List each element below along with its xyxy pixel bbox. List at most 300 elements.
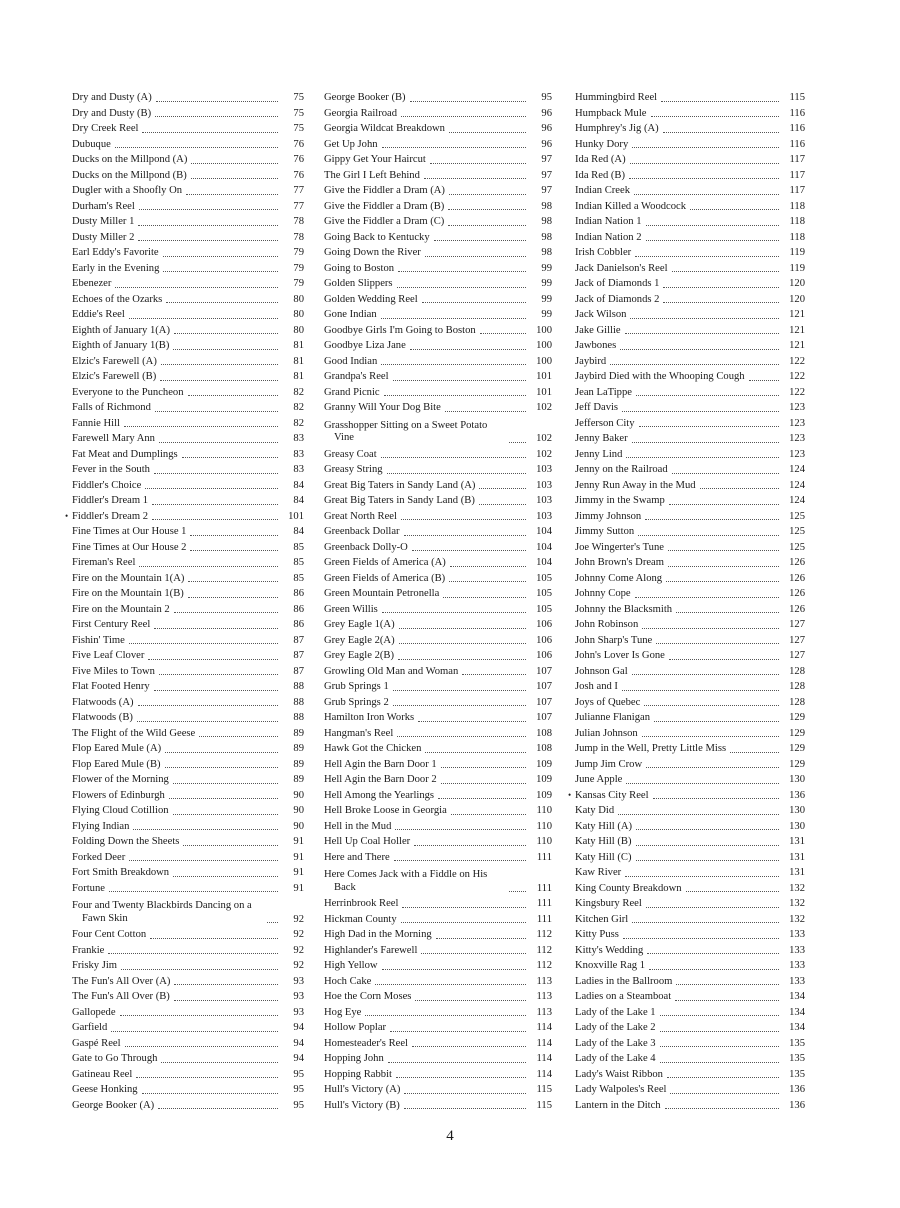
tune-title: [324, 741, 421, 757]
tune-title-line: Frankie: [72, 944, 105, 956]
index-entry: [324, 478, 552, 494]
page-reference: 91: [293, 851, 304, 863]
page-reference: 103: [536, 495, 552, 506]
dot-leader: [133, 828, 278, 830]
dot-leader: [700, 487, 779, 489]
tune-title: [575, 478, 696, 494]
page-reference: 84: [293, 495, 304, 506]
dot-leader: [160, 379, 278, 381]
tune-title: [575, 354, 606, 370]
index-entry: [575, 664, 805, 680]
index-entry: [72, 710, 304, 726]
dot-leader: [663, 286, 779, 288]
tune-title-line: Josh and I: [575, 681, 618, 692]
tune-title-line: Fortune: [72, 882, 105, 894]
page-reference: 125: [789, 526, 805, 537]
index-entry: [324, 741, 552, 757]
dot-leader: [646, 239, 780, 241]
index-entry: [72, 974, 304, 990]
tune-title-line: Gatineau Reel: [72, 1068, 133, 1080]
index-entry: [575, 416, 805, 432]
tune-title-line: Kingsbury Reel: [575, 898, 642, 909]
tune-title: [575, 137, 628, 153]
page-reference: 96: [541, 107, 552, 119]
tune-title: [72, 106, 151, 122]
tune-title: [575, 834, 632, 850]
tune-title-line: Great Big Taters in Sandy Land (B): [324, 495, 475, 506]
tune-title-line: Kitchen Girl: [575, 913, 629, 925]
dot-leader: [267, 921, 278, 923]
page-reference: 134: [789, 1006, 805, 1018]
tune-title-line: Knoxville Rag 1: [575, 960, 646, 971]
tune-title: [575, 881, 682, 897]
page-reference: 87: [293, 650, 304, 661]
tune-title: [324, 617, 395, 633]
index-entry: [72, 168, 304, 184]
index-entry: [575, 834, 805, 850]
index-entry: [324, 447, 552, 463]
tune-title: [324, 1082, 400, 1098]
index-entry: [324, 974, 552, 990]
tune-title: [575, 431, 628, 447]
index-entry: [324, 509, 552, 525]
index-entry: [324, 152, 552, 168]
page-reference: 129: [789, 743, 805, 754]
tune-title: [324, 927, 432, 943]
tune-title-line: Four and Twenty Blackbirds Dancing on a: [72, 900, 252, 911]
index-entry: [575, 338, 805, 354]
page-reference: 135: [789, 1037, 805, 1049]
index-entry: [72, 338, 304, 354]
dot-leader: [150, 937, 278, 939]
page-reference: 133: [789, 960, 805, 971]
index-entry: [72, 137, 304, 153]
index-entry: [575, 183, 805, 199]
tune-title: [324, 369, 389, 385]
tune-title: [324, 912, 397, 928]
tune-title-line: Fever in the South: [72, 464, 150, 475]
dot-leader: [381, 317, 526, 319]
page-reference: 136: [789, 1084, 805, 1095]
index-entry: [575, 1051, 805, 1067]
tune-title: [575, 710, 650, 726]
tune-title-line: Frisky Jim: [72, 960, 118, 971]
dot-leader: [152, 518, 278, 520]
dot-leader: [163, 270, 278, 272]
tune-title-line: Geese Honking: [72, 1084, 138, 1095]
page-reference: 121: [789, 340, 805, 351]
index-entry: [324, 168, 552, 184]
tune-title: [575, 664, 628, 680]
tune-title: [72, 633, 125, 649]
tune-title: [324, 478, 475, 494]
dot-leader: [173, 348, 278, 350]
page-reference: 75: [293, 123, 304, 134]
tune-title: [324, 555, 446, 571]
index-entry: [575, 602, 805, 618]
tune-title: [575, 1051, 656, 1067]
dot-leader: [668, 565, 779, 567]
dot-leader: [398, 658, 526, 660]
tune-title-line: Ladies in the Ballroom: [575, 975, 673, 987]
page-reference: 92: [293, 929, 304, 940]
page-reference: 126: [789, 588, 805, 599]
page-reference: 112: [536, 929, 552, 940]
page-reference: 118: [789, 216, 805, 227]
tune-title-line: Eddie's Reel: [72, 309, 125, 320]
tune-title: [575, 927, 619, 943]
tune-title-continuation: Fawn Skin: [82, 912, 128, 924]
tune-title-line: Everyone to the Puncheon: [72, 386, 184, 398]
tune-title-line: Garfield: [72, 1022, 108, 1033]
tune-title-line: Jaybird Died with the Whooping Cough: [575, 371, 745, 382]
page-reference: 104: [536, 526, 552, 537]
page-reference: 98: [541, 231, 552, 243]
index-entry: [575, 1036, 805, 1052]
tune-title-line: Kitty Puss: [575, 929, 619, 940]
tune-title: [575, 400, 618, 416]
page-reference: 80: [293, 324, 304, 336]
index-entry: [72, 865, 304, 881]
index-entry: [575, 323, 805, 339]
page-reference: 121: [789, 309, 805, 320]
index-entry: [72, 323, 304, 339]
index-entry: [72, 881, 304, 897]
page-reference: 106: [536, 619, 552, 630]
page-reference: 126: [789, 572, 805, 584]
tune-title-line: Fort Smith Breakdown: [72, 867, 170, 878]
tune-title: [324, 307, 377, 323]
dot-leader: [626, 782, 779, 784]
dot-leader: [154, 472, 278, 474]
tune-title-line: Greasy String: [324, 464, 383, 475]
page-reference: 124: [789, 464, 805, 475]
dot-leader: [451, 813, 526, 815]
tune-title: [72, 881, 105, 897]
page-reference: 83: [293, 464, 304, 475]
index-entry: [72, 648, 304, 664]
dot-leader: [182, 456, 278, 458]
tune-title-line: Ducks on the Millpond (A): [72, 154, 188, 165]
tune-title: [72, 245, 159, 261]
index-entry: [324, 1020, 552, 1036]
tune-title-line: Ladies on a Steamboat: [575, 991, 672, 1002]
dot-leader: [660, 1030, 779, 1032]
dot-leader: [639, 425, 779, 427]
tune-title: [324, 447, 377, 463]
page-reference: 107: [536, 665, 552, 677]
tune-title-line: Lantern in the Ditch: [575, 1099, 661, 1111]
page-reference: 89: [293, 727, 304, 739]
dot-leader: [434, 239, 526, 241]
page-reference: 101: [536, 371, 552, 382]
page-reference: 118: [789, 200, 805, 212]
index-entry: [72, 307, 304, 323]
dot-leader: [174, 332, 278, 334]
tune-title: [575, 261, 668, 277]
page-reference: 105: [536, 572, 552, 584]
dot-leader: [636, 394, 779, 396]
page-reference: 87: [293, 665, 304, 677]
tune-title-line: The Fun's All Over (A): [72, 975, 171, 987]
tune-title-line: Fishin' Time: [72, 634, 125, 646]
index-entry: [72, 245, 304, 261]
dot-leader: [173, 813, 278, 815]
tune-title-line: Jaybird: [575, 355, 607, 367]
page-reference: 128: [789, 665, 805, 677]
index-entry: [72, 1067, 304, 1083]
tune-title: [575, 183, 630, 199]
dot-leader: [183, 844, 278, 846]
index-entry: [72, 447, 304, 463]
tune-title-line: Georgia Railroad: [324, 107, 398, 119]
dot-leader: [154, 627, 278, 629]
dot-leader: [129, 317, 278, 319]
dot-leader: [649, 968, 779, 970]
dot-leader: [634, 193, 779, 195]
tune-title: [575, 648, 665, 664]
page-reference: 108: [536, 743, 552, 754]
tune-title-line: Hopping John: [324, 1053, 384, 1064]
dot-leader: [401, 115, 526, 117]
page-reference: 83: [293, 448, 304, 460]
tune-title-line: Grey Eagle 1(A): [324, 619, 395, 630]
dot-leader: [399, 642, 526, 644]
index-entry: [575, 912, 805, 928]
page-reference: 119: [789, 262, 805, 274]
index-entry: [72, 261, 304, 277]
index-entry: [575, 90, 805, 106]
dot-leader: [155, 410, 278, 412]
dot-leader: [402, 906, 526, 908]
tune-title: [72, 772, 169, 788]
tune-title-line: Fannie Hill: [72, 417, 120, 429]
index-entry: [72, 199, 304, 215]
dot-leader: [155, 115, 278, 117]
tune-title: [72, 1005, 116, 1021]
tune-title: [72, 493, 148, 509]
dot-leader: [188, 394, 279, 396]
index-entry: [72, 772, 304, 788]
page-reference: 81: [293, 371, 304, 382]
index-entry: [575, 354, 805, 370]
index-entry: [324, 369, 552, 385]
tune-title: [72, 152, 187, 168]
index-entry: [324, 307, 552, 323]
dot-leader: [450, 565, 526, 567]
page-reference: 111: [536, 913, 552, 925]
tune-title-line: Hell in the Mud: [324, 820, 392, 832]
page-reference: 129: [789, 758, 805, 770]
tune-title: [575, 695, 640, 711]
page-reference: 77: [293, 185, 304, 196]
index-entry: [324, 695, 552, 711]
page-reference: 112: [536, 960, 552, 971]
index-entry: [72, 106, 304, 122]
page-reference: 91: [293, 867, 304, 878]
index-entry: [72, 555, 304, 571]
index-entry: [324, 524, 552, 540]
dot-leader: [161, 363, 278, 365]
page-reference: 106: [536, 650, 552, 661]
index-entry: [72, 478, 304, 494]
dot-leader: [629, 177, 779, 179]
index-entry: [575, 1082, 805, 1098]
tune-title: [575, 974, 672, 990]
page-reference: 86: [293, 603, 304, 615]
tune-title: [575, 121, 659, 137]
page-reference: 133: [789, 944, 805, 956]
tune-title-line: Going Back to Kentucky: [324, 231, 430, 243]
dot-leader: [676, 611, 779, 613]
page-reference: 79: [293, 262, 304, 274]
tune-title: [324, 199, 444, 215]
tune-title: [324, 121, 445, 137]
dot-leader: [401, 921, 526, 923]
tune-title-line: Hell Broke Loose in Georgia: [324, 805, 447, 816]
index-entry: [575, 586, 805, 602]
dot-leader: [145, 487, 278, 489]
index-entry: [575, 230, 805, 246]
tune-title: [72, 137, 111, 153]
dot-leader: [675, 999, 779, 1001]
index-entry: [324, 1036, 552, 1052]
index-entry: [575, 369, 805, 385]
index-entry: [575, 943, 805, 959]
tune-title: [324, 493, 475, 509]
page-reference: 134: [789, 991, 805, 1002]
tune-title-line: Give the Fiddler a Dram (A): [324, 185, 445, 196]
page-reference: 82: [293, 417, 304, 429]
dot-leader: [632, 146, 779, 148]
dot-leader: [388, 1061, 526, 1063]
tune-title: [575, 230, 642, 246]
tune-title: [72, 679, 150, 695]
dot-leader: [381, 456, 526, 458]
dot-leader: [129, 859, 278, 861]
index-entry: [72, 958, 304, 974]
dot-leader: [749, 379, 779, 381]
tune-title: [72, 1098, 154, 1114]
tune-title-line: Kaw River: [575, 867, 622, 878]
tune-title-line: Ebenezer: [72, 278, 112, 289]
tune-title: [575, 369, 745, 385]
tune-title: [575, 602, 672, 618]
dot-leader: [443, 596, 526, 598]
tune-title: [575, 989, 671, 1005]
tune-title: [72, 834, 179, 850]
dot-leader: [672, 472, 779, 474]
page-reference: 111: [536, 851, 552, 863]
page-reference: 104: [536, 541, 552, 553]
tune-title-line: Jump Jim Crow: [575, 758, 643, 770]
page-reference: 129: [789, 727, 805, 739]
page-reference: 125: [789, 541, 805, 553]
index-entry: [72, 121, 304, 137]
tune-title: [72, 540, 186, 556]
page-reference: 127: [789, 650, 805, 661]
tune-title: [72, 524, 186, 540]
tune-title-line: Green Fields of America (A): [324, 557, 446, 568]
page-reference: 94: [293, 1022, 304, 1033]
tune-title-line: Fire on the Mountain 1(A): [72, 572, 185, 584]
page-reference: 94: [293, 1053, 304, 1064]
index-entry: [575, 803, 805, 819]
page-reference: 113: [536, 1006, 552, 1018]
page-reference: 107: [536, 681, 552, 692]
tune-title: [324, 354, 377, 370]
page-reference: 89: [293, 774, 304, 785]
tune-title-line: Dubuque: [72, 138, 111, 150]
dot-leader: [163, 255, 278, 257]
tune-title-line: The Fun's All Over (B): [72, 991, 170, 1002]
tune-title: [72, 323, 170, 339]
page-reference: 127: [789, 619, 805, 630]
page-reference: 130: [789, 774, 805, 785]
page-reference: 135: [789, 1068, 805, 1080]
tune-title-line: Great North Reel: [324, 510, 397, 522]
index-entry: [72, 431, 304, 447]
tune-title: [575, 912, 628, 928]
page-reference: 97: [541, 169, 552, 181]
dot-leader: [441, 782, 526, 784]
tune-title: [324, 602, 378, 618]
tune-title: [72, 261, 159, 277]
page-reference: 95: [541, 92, 552, 103]
index-entry: [324, 540, 552, 556]
tune-title-line: Gippy Get Your Haircut: [324, 154, 426, 165]
tune-title: [575, 90, 657, 106]
index-entry: [324, 865, 552, 896]
page-reference: 101: [536, 386, 552, 398]
dot-leader: [404, 1092, 526, 1094]
page-reference: 84: [293, 479, 304, 491]
tune-title-line: Jack of Diamonds 2: [575, 293, 660, 305]
page-reference: 136: [789, 789, 805, 801]
dot-leader: [661, 100, 779, 102]
tune-title: [575, 493, 665, 509]
tune-title-line: Jump in the Well, Pretty Little Miss: [575, 743, 727, 754]
tune-title-line: Indian Creek: [575, 185, 631, 196]
page-reference: 85: [293, 557, 304, 568]
page-reference: 79: [293, 247, 304, 258]
tune-title: [324, 772, 437, 788]
tune-title-line: Five Leaf Clover: [72, 650, 145, 661]
tune-title-line: Grey Eagle 2(B): [324, 650, 395, 661]
tune-title: [72, 1051, 157, 1067]
dot-leader: [422, 301, 526, 303]
index-entry: [575, 478, 805, 494]
index-entry: [575, 307, 805, 323]
tune-title: [575, 850, 632, 866]
index-entry: [72, 493, 304, 509]
index-entry: [324, 788, 552, 804]
index-entry: [575, 726, 805, 742]
tune-title: [72, 989, 170, 1005]
tune-title-line: Jenny Run Away in the Mud: [575, 479, 696, 491]
tune-title-line: Jefferson City: [575, 417, 635, 429]
dot-leader: [166, 301, 278, 303]
dot-leader: [156, 100, 278, 102]
tune-title: [72, 571, 184, 587]
page-reference: 114: [536, 1022, 552, 1033]
tune-title-line: Grand Picnic: [324, 386, 380, 398]
tune-title: [324, 462, 383, 478]
tune-title-line: Jake Gillie: [575, 324, 621, 336]
index-entry: [72, 524, 304, 540]
index-entry: [72, 726, 304, 742]
page-reference: 81: [293, 355, 304, 367]
